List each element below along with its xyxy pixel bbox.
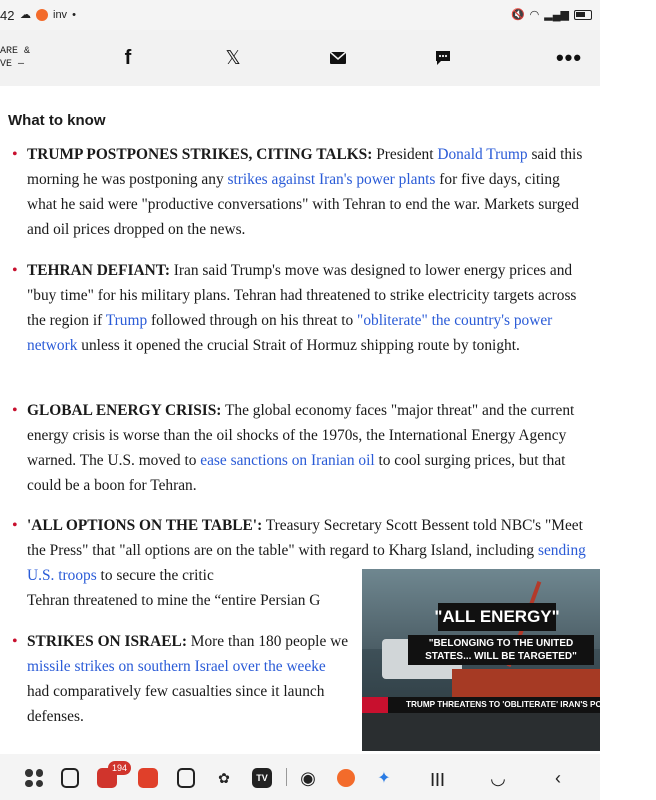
list-item (12, 142, 592, 242)
item-text: for five days, citing what he said were "productive conversations" with Tehran to end the war. Markets surged and oil prices dropped on the news. (27, 171, 580, 238)
item-text: defenses. (27, 708, 84, 725)
more-icon: ••• (555, 45, 583, 70)
link-sending-troops[interactable]: sending U.S. troops (27, 542, 586, 584)
app-window-icon (177, 768, 195, 788)
item-text: unless it opened the crucial Strait of Hormuz shipping route by tonight. (77, 337, 520, 354)
facebook-share-button[interactable] (112, 42, 144, 74)
more-options-button[interactable] (553, 42, 585, 74)
video-lower-third-text: TRUMP THREATENS TO 'OBLITERATE' IRAN'S POWER PLANTS (406, 700, 656, 709)
video-player[interactable] (362, 569, 656, 751)
bullet-icon: • (12, 633, 18, 650)
mail-icon (330, 52, 346, 64)
link-missile-strikes[interactable]: missile strikes on southern Israel over the weeke (27, 658, 326, 675)
app-shortcut-tradingview[interactable] (250, 766, 274, 790)
recent-apps-button[interactable] (426, 766, 450, 790)
signal-icon: ▂▄▆ (544, 9, 569, 21)
x-icon: 𝕏 (225, 47, 241, 69)
cloud-icon: ☁ (20, 9, 31, 21)
notification-badge: 194 (108, 761, 131, 775)
flower-icon: ✿ (218, 769, 230, 786)
sms-share-button[interactable] (427, 42, 459, 74)
list-item-text (27, 258, 592, 358)
home-button[interactable] (486, 766, 510, 790)
item-text: to secure the critic (96, 567, 214, 584)
status-bar (0, 0, 600, 30)
app-shortcut-5[interactable] (212, 766, 236, 790)
app-label: inv (53, 8, 68, 21)
item-text: followed through on his threat to (147, 312, 358, 329)
email-share-button[interactable] (322, 42, 354, 74)
sparkle-icon: ✦ (377, 770, 391, 787)
link-ease-sanctions[interactable]: ease sanctions on Iranian oil (200, 452, 375, 469)
back-button[interactable] (546, 766, 570, 790)
bullet-icon: • (12, 517, 18, 534)
assistant-button[interactable] (372, 766, 396, 790)
item-headline: GLOBAL ENERGY CRISIS: (27, 402, 222, 419)
item-text: The global economy faces "major threat" and the current energy crisis is worse than the oil shocks of the 1970s, the International Energy Agency warned. The U.S. moved to (27, 402, 575, 469)
list-item (12, 258, 592, 358)
home-icon: ◡ (490, 767, 506, 788)
link-donald-trump[interactable]: Donald Trump (437, 146, 528, 163)
apps-grid-button[interactable] (22, 766, 46, 790)
item-text: Iran said Trump's move was designed to lower energy prices and "buy time" for his military plans. Tehran had threatened to strike electricity targets across the region if (27, 262, 577, 329)
bullet-icon: • (12, 402, 18, 419)
item-text: had comparatively few casualties since it launch (27, 683, 325, 700)
tradingview-icon: TV (252, 768, 272, 788)
share-save-label (0, 45, 40, 71)
item-text: Tehran threatened to mine the “entire Persian G (27, 592, 321, 609)
status-icons-right (511, 8, 592, 21)
red-app-icon (138, 768, 158, 788)
globe-icon: ◉ (300, 767, 316, 788)
video-subtitle: "BELONGING TO THE UNITED STATES... WILL BE TARGETED" (408, 635, 594, 665)
item-text: to cool surging prices, but that could be a boon for Tehran. (27, 452, 566, 494)
facebook-icon: f (124, 46, 132, 69)
apps-grid-icon (25, 769, 43, 787)
app-shortcut-3[interactable] (136, 766, 160, 790)
app-shortcut-4[interactable] (174, 766, 198, 790)
status-bullet: • (72, 8, 76, 21)
item-headline: 'ALL OPTIONS ON THE TABLE': (27, 517, 263, 534)
list-item-text (27, 142, 592, 242)
x-share-button[interactable] (217, 42, 249, 74)
item-headline: TRUMP POSTPONES STRIKES, CITING TALKS: (27, 146, 373, 163)
mute-icon: 🔇 (510, 9, 525, 21)
link-obliterate-power-network[interactable]: "obliterate" the country's power network (27, 312, 553, 354)
video-lower-third (362, 697, 656, 713)
list-item (12, 398, 592, 498)
orange-app-icon (337, 769, 355, 787)
list-item-text (27, 398, 592, 498)
back-chevron-icon: ‹ (555, 767, 561, 788)
share-toolbar (0, 30, 600, 86)
bottom-navigation-bar (0, 754, 600, 800)
item-text: Treasury Secretary Scott Bessent told NBC's "Meet the Press" that "all options are on the table" with regard to Kharg Island, including (27, 517, 583, 559)
section-title: What to know (8, 112, 106, 129)
network-logo-icon (362, 697, 388, 713)
app-window-icon (61, 768, 79, 788)
app-shortcut-globe[interactable] (296, 766, 320, 790)
item-text: President (372, 146, 438, 163)
message-icon (435, 50, 451, 66)
status-icons-left (20, 8, 76, 21)
bullet-icon: • (12, 146, 18, 163)
battery-icon (574, 10, 592, 20)
item-headline: STRIKES ON ISRAEL: (27, 633, 187, 650)
link-strikes-power-plants[interactable]: strikes against Iran's power plants (227, 171, 436, 188)
share-label-text: ARE & VE — (0, 46, 31, 70)
nav-divider (286, 768, 287, 786)
app-notification-icon (36, 9, 48, 21)
item-headline: TEHRAN DEFIANT: (27, 262, 170, 279)
item-text: More than 180 people we (186, 633, 349, 650)
recents-icon: ||| (430, 770, 446, 786)
link-trump[interactable]: Trump (105, 312, 148, 329)
app-shortcut-orange[interactable] (334, 766, 358, 790)
item-text: said this morning he was postponing any (27, 146, 583, 188)
video-headline: "ALL ENERGY" (438, 603, 556, 631)
bullet-icon: • (12, 262, 18, 279)
video-controls-area (362, 713, 600, 751)
wifi-icon: ◠ (529, 9, 540, 21)
status-time: 42 (0, 8, 15, 23)
app-shortcut-1[interactable] (58, 766, 82, 790)
